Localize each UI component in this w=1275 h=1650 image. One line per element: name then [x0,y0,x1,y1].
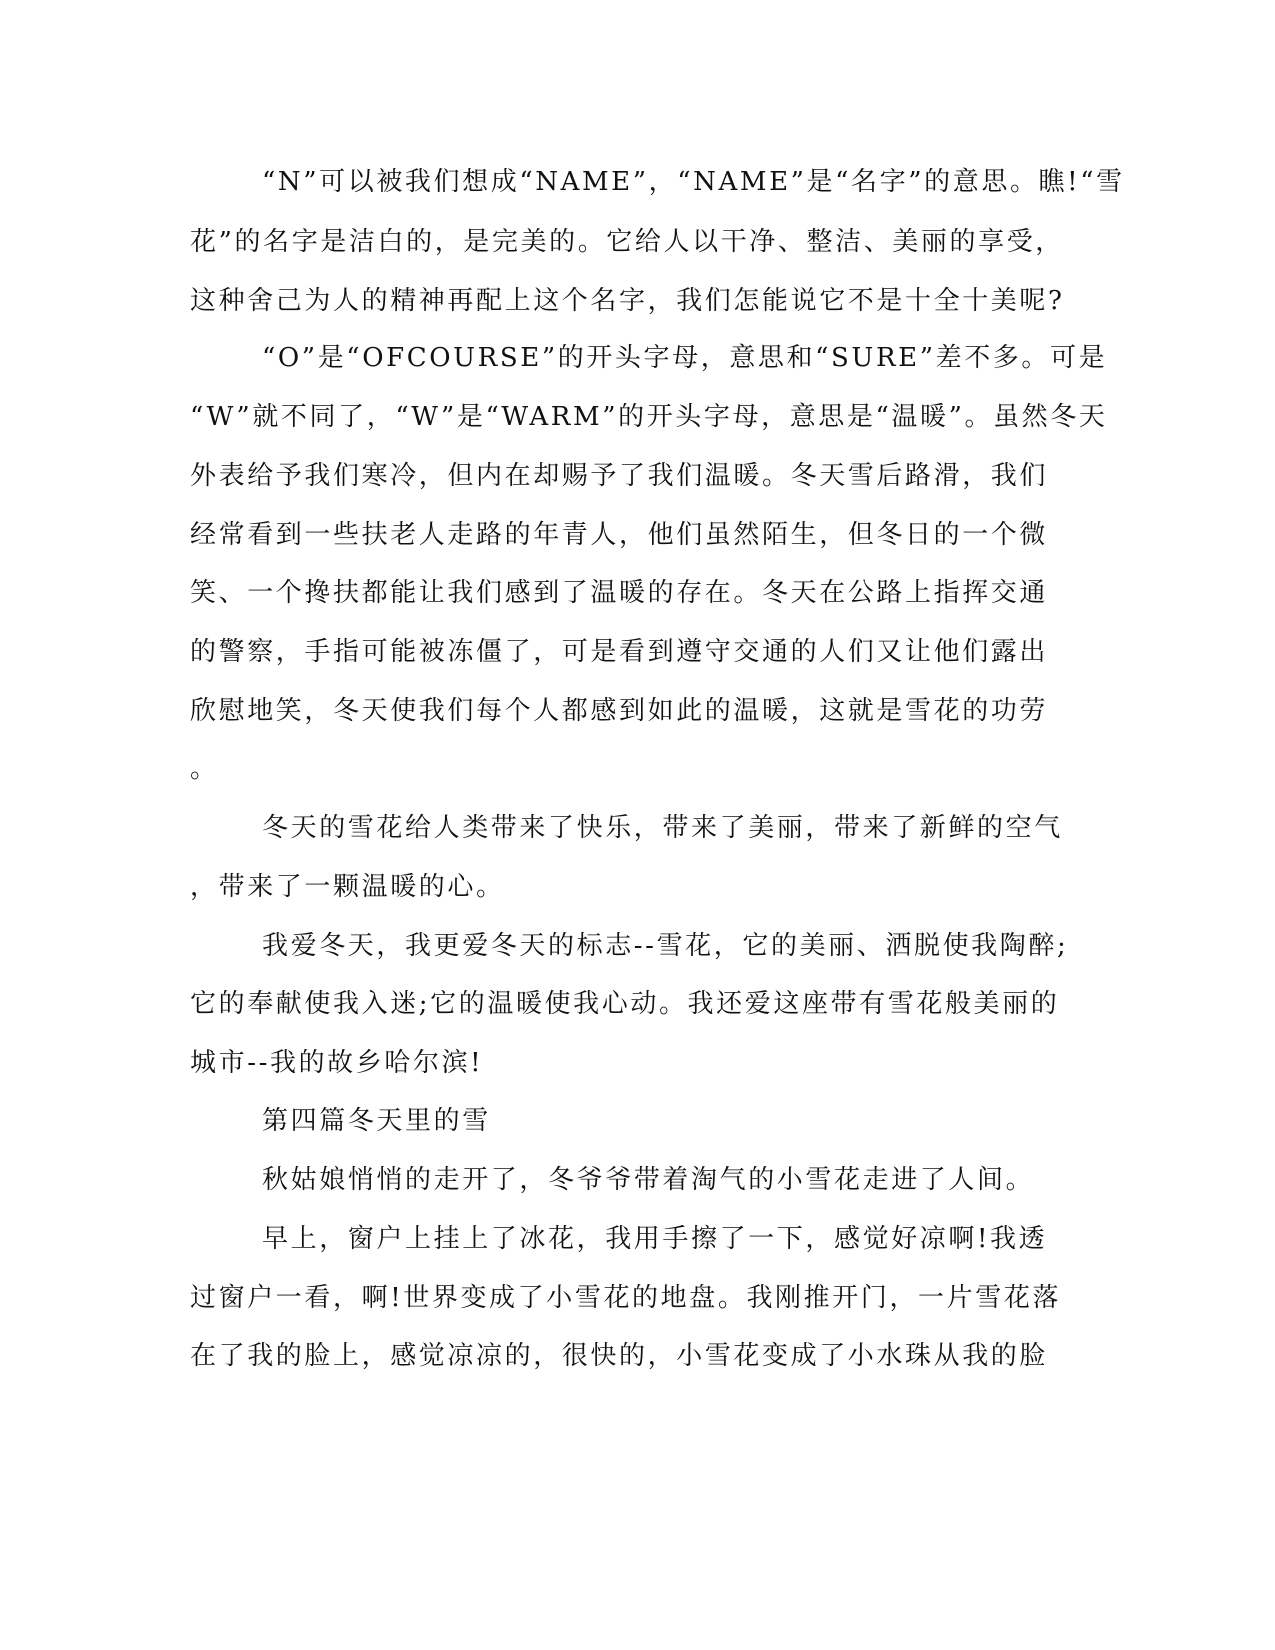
text-line: 早上，窗户上挂上了冰花，我用手擦了一下，感觉好凉啊!我透 [262,1224,1048,1254]
text-line: 外表给予我们寒冷，但内在却赐予了我们温暖。冬天雪后路滑，我们 [190,461,1049,491]
section-heading: 第四篇冬天里的雪 [262,1106,491,1136]
text-line: 欣慰地笑，冬天使我们每个人都感到如此的温暖，这就是雪花的功劳 [190,696,1049,726]
text-line: 经常看到一些扶老人走路的年青人，他们虽然陌生，但冬日的一个微 [190,520,1049,550]
text-line: “O”是“OFCOURSE”的开头字母，意思和“SURE”差不多。可是 [262,343,1108,373]
text-line: 秋姑娘悄悄的走开了，冬爷爷带着淘气的小雪花走进了人间。 [262,1165,1035,1195]
text-line: 花”的名字是洁白的，是完美的。它给人以干净、整洁、美丽的享受， [190,227,1064,257]
text-line: 的警察，手指可能被冻僵了，可是看到遵守交通的人们又让他们露出 [190,637,1049,667]
text-line: 笑、一个搀扶都能让我们感到了温暖的存在。冬天在公路上指挥交通 [190,578,1049,608]
text-line: 。 [190,754,219,784]
text-line: 我爱冬天，我更爱冬天的标志--雪花，它的美丽、洒脱使我陶醉; [262,931,1069,961]
text-line: 冬天的雪花给人类带来了快乐，带来了美丽，带来了新鲜的空气 [262,813,1063,843]
text-line: 它的奉献使我入迷;它的温暖使我心动。我还爱这座带有雪花般美丽的 [190,989,1060,1019]
text-line: 城市--我的故乡哈尔滨! [190,1048,484,1078]
text-line: 过窗户一看，啊!世界变成了小雪花的地盘。我刚推开门，一片雪花落 [190,1283,1062,1313]
text-line: 这种舍己为人的精神再配上这个名字，我们怎能说它不是十全十美呢? [190,286,1065,316]
text-line: ，带来了一颗温暖的心。 [190,872,505,902]
text-line: “W”就不同了，“W”是“WARM”的开头字母，意思是“温暖”。虽然冬天 [190,402,1108,432]
text-line: “N”可以被我们想成“NAME”，“NAME”是“名字”的意思。瞧!“雪 [262,167,1125,197]
text-line: 在了我的脸上，感觉凉凉的，很快的，小雪花变成了小水珠从我的脸 [190,1341,1049,1371]
